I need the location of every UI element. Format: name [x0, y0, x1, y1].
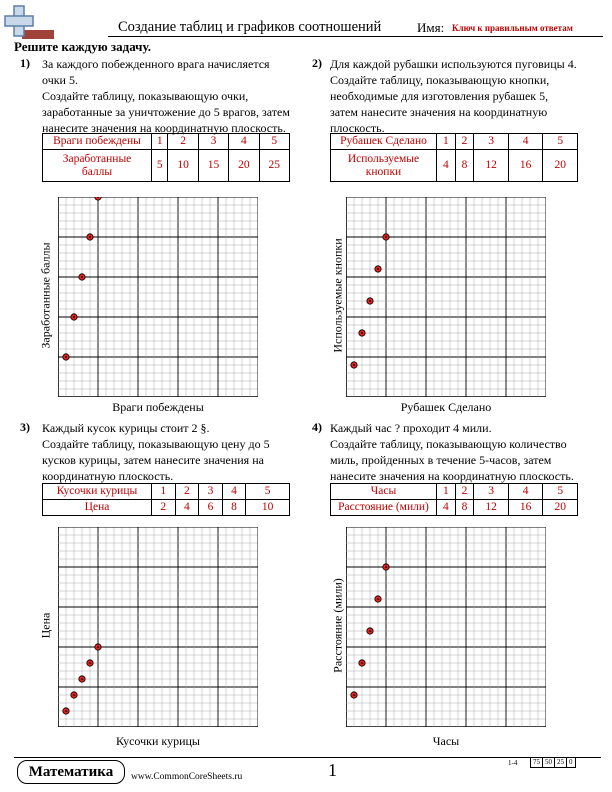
problem-4-table-cell: 5	[543, 484, 578, 500]
data-point-center	[73, 316, 75, 318]
problem-1-line-4: заработанные за уничтожение до 5 врагов, затем	[42, 105, 290, 119]
problem-1-table-cell: 2	[168, 134, 198, 150]
problem-2-line-4: затем нанесите значения на координатную	[330, 105, 548, 119]
problem-2-table-cell: 16	[508, 150, 543, 182]
data-point-center	[377, 268, 379, 270]
problem-2-row2-label-b: кнопки	[365, 165, 402, 178]
problem-3-graph	[58, 527, 258, 727]
score-cell: 75	[531, 758, 543, 768]
problem-4-table-cell: 12	[474, 500, 509, 516]
problem-1-table-cell: 1	[152, 134, 168, 150]
problem-2-table-cell: 3	[474, 134, 509, 150]
score-cell: 50	[543, 758, 555, 768]
problem-1-x-axis-label: Враги побеждены	[112, 400, 204, 414]
problem-2-table-cell: 12	[474, 150, 509, 182]
problem-1-table-cell: 3	[198, 134, 228, 150]
problem-1-table-cell: 5	[259, 134, 289, 150]
problem-3-text	[42, 420, 307, 484]
title-divider	[108, 36, 603, 37]
problem-4-table-cell: 20	[543, 500, 578, 516]
problem-2-table	[330, 133, 578, 182]
data-point-center	[369, 300, 371, 302]
data-point-center	[65, 710, 67, 712]
problem-2-table-header: Рубашек Сделано	[331, 134, 437, 150]
problem-2-line-2: Создайте таблицу, показывающую кнопки,	[330, 73, 550, 87]
problem-3-number: 3)	[20, 420, 30, 434]
data-point-center	[73, 694, 75, 696]
problem-1-table-cell: 5	[152, 150, 168, 182]
data-point-center	[65, 356, 67, 358]
problem-3-table-cell: 10	[246, 500, 290, 516]
problem-3-x-axis-label: Кусочки курицы	[116, 734, 200, 748]
problem-3-table-cell: 8	[222, 500, 246, 516]
problem-3-y-axis-label: Цена	[38, 612, 53, 639]
problem-2-table-cell: 8	[455, 150, 474, 182]
problem-2-line-3: необходимые для изготовления рубашек 5,	[330, 89, 549, 103]
data-point-center	[385, 566, 387, 568]
problem-1-line-2: очки 5.	[42, 73, 78, 87]
problem-4-table-cell: 4	[508, 484, 543, 500]
problem-3-table-cell: 2	[152, 500, 176, 516]
problem-1-table-cell: 20	[229, 150, 259, 182]
problem-1-line-1: За каждого побежденного врага начисляется	[42, 57, 270, 71]
data-point-center	[369, 630, 371, 632]
problem-1-y-axis-label: Заработанные баллы	[38, 242, 53, 349]
problem-4-line-3: миль, пройденных в течение 5-часов, затем	[330, 453, 552, 467]
problem-4-table-cell: 1	[437, 484, 456, 500]
problem-4-table-header: Расстояние (мили)	[331, 500, 437, 516]
problem-1-text	[42, 56, 307, 136]
footer-divider	[14, 757, 601, 758]
problem-3-line-2: Создайте таблицу, показывающую цену до 5	[42, 437, 270, 451]
problem-4-graph	[346, 527, 546, 727]
plus-logo-icon	[4, 4, 56, 40]
problem-2-line-5: плоскость.	[330, 121, 385, 135]
problem-1-table-cell: 15	[198, 150, 228, 182]
problem-1-table-cell: 4	[229, 134, 259, 150]
problem-1-row2-label-b: баллы	[81, 165, 113, 178]
problem-2-table-cell: 20	[543, 150, 578, 182]
problem-4-table-header: Часы	[331, 484, 437, 500]
page-title: Создание таблиц и графиков соотношений	[118, 19, 382, 35]
data-point-center	[361, 662, 363, 664]
problem-4-text	[330, 420, 602, 484]
website-link[interactable]: www.CommonCoreSheets.ru	[131, 772, 243, 782]
problem-2-table-cell: 5	[543, 134, 578, 150]
problem-3-table-cell: 5	[246, 484, 290, 500]
problem-3-line-1: Каждый кусок курицы стоит 2 §.	[42, 421, 210, 435]
problem-3-table-cell: 4	[222, 484, 246, 500]
problem-1-table-cell: 10	[168, 150, 198, 182]
problem-1-table-header	[43, 150, 152, 182]
answer-key-label: Ключ к правильным ответам	[452, 23, 573, 33]
problem-4-number: 4)	[312, 420, 322, 434]
problem-4-y-axis-label: Расстояние (мили)	[330, 578, 345, 673]
data-point-center	[89, 236, 91, 238]
data-point-center	[377, 598, 379, 600]
problem-1-line-5: нанесите значения на координатную плоскость.	[42, 121, 286, 135]
problem-4-line-4: нанесите значения на координатную плоскость.	[330, 469, 574, 483]
problem-2-line-1: Для каждой рубашки используются пуговицы 4.	[330, 57, 577, 71]
problem-2-y-axis-label: Используемые кнопки	[330, 238, 345, 353]
brand-badge: Математика	[17, 760, 125, 784]
data-point-center	[361, 332, 363, 334]
instructions: Решите каждую задачу.	[14, 39, 151, 54]
problem-2-graph	[346, 197, 546, 397]
problem-4-table-cell: 4	[437, 500, 456, 516]
problem-2-table-header	[331, 150, 437, 182]
problem-3-table-header: Кусочки курицы	[43, 484, 152, 500]
problem-3-table-cell: 6	[199, 500, 223, 516]
data-point-center	[353, 364, 355, 366]
problem-4-table	[330, 483, 578, 516]
data-point-center	[89, 662, 91, 664]
data-point-center	[81, 276, 83, 278]
name-label: Имя:	[417, 20, 445, 35]
problem-1-row2-label-a: Заработанные	[62, 152, 132, 165]
data-point-center	[385, 236, 387, 238]
problem-1-graph	[58, 197, 258, 397]
problem-3-table-header: Цена	[43, 500, 152, 516]
problem-2-table-cell: 1	[437, 134, 456, 150]
problem-2-text	[330, 56, 602, 136]
problem-3-table-cell: 3	[199, 484, 223, 500]
problem-3-table-cell: 1	[152, 484, 176, 500]
score-cell: 0	[567, 758, 576, 768]
data-point-center	[81, 678, 83, 680]
problem-1-line-3: Создайте таблицу, показывающую очки,	[42, 89, 249, 103]
problem-2-number: 2)	[312, 56, 322, 70]
problem-4-table-cell: 3	[474, 484, 509, 500]
data-point-center	[353, 694, 355, 696]
problem-2-row2-label-a: Используемые	[347, 152, 420, 165]
score-cell: 25	[555, 758, 567, 768]
score-table	[530, 757, 576, 768]
problem-2-x-axis-label: Рубашек Сделано	[400, 400, 492, 414]
problem-2-table-cell: 4	[437, 150, 456, 182]
problem-4-table-cell: 2	[455, 484, 474, 500]
problem-3-table-cell: 2	[175, 484, 199, 500]
page-number: 1	[328, 760, 337, 780]
problem-4-line-2: Создайте таблицу, показывающую количество	[330, 437, 567, 451]
problem-3-line-3: кусков курицы, затем нанесите значения на	[42, 453, 264, 467]
problem-1-number: 1)	[20, 56, 30, 70]
problem-1-table-header: Враги побеждены	[43, 134, 152, 150]
data-point-center	[97, 646, 99, 648]
problem-1-table	[42, 133, 290, 182]
problem-2-table-cell: 2	[455, 134, 474, 150]
problem-1-table-cell: 25	[259, 150, 289, 182]
problem-4-table-cell: 8	[455, 500, 474, 516]
problem-4-table-cell: 16	[508, 500, 543, 516]
score-range-label: 1-4	[508, 759, 518, 767]
problem-4-x-axis-label: Часы	[432, 734, 460, 748]
problem-3-line-4: координатную плоскость.	[42, 469, 174, 483]
problem-3-table	[42, 483, 290, 516]
problem-2-table-cell: 4	[508, 134, 543, 150]
problem-4-line-1: Каждый час ? проходит 4 мили.	[330, 421, 492, 435]
problem-3-table-cell: 4	[175, 500, 199, 516]
